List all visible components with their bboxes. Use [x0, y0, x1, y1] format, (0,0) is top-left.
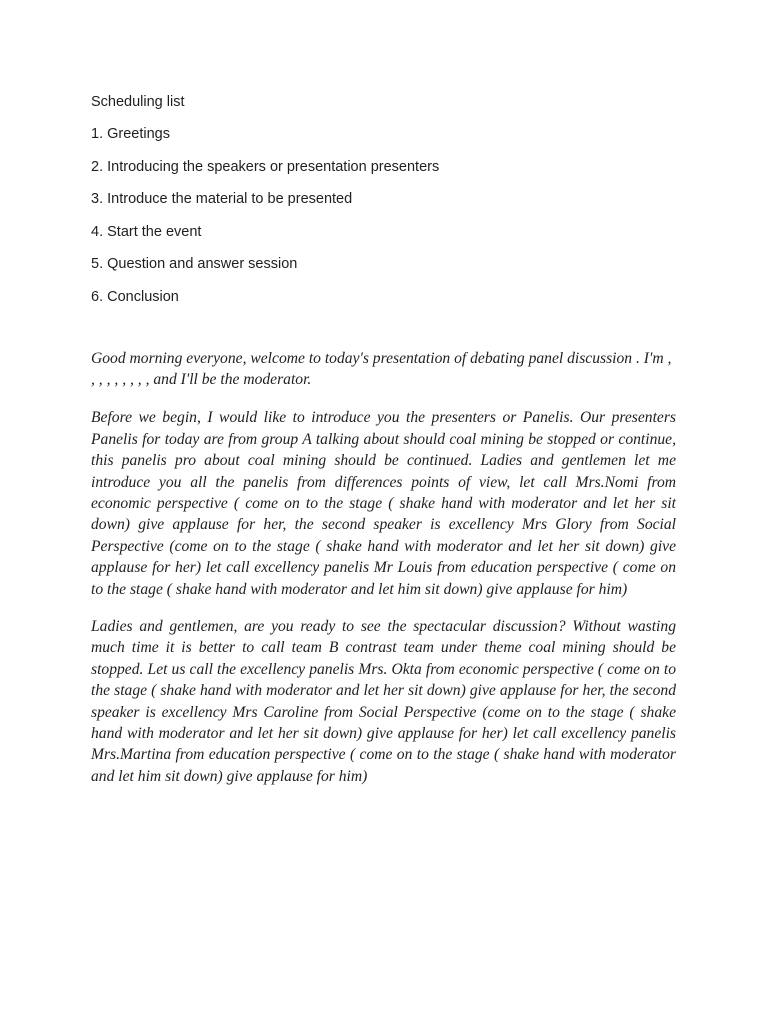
- schedule-list: [91, 124, 676, 307]
- schedule-title: Scheduling list: [91, 94, 185, 110]
- team-a-introduction-paragraph: Before we begin, I would like to introduce you the presenters or Panelis. Our presenters Panelis for today are from group A talking about should coal mining be stopped or continue, this panelis pro about coal mining should be continued. Ladies and gentlemen let me introduce you all the panelis from differences points of view, let call Mrs.Nomi from economic perspective ( come on to the stage ( shake hand with moderator and let her sit down) give applause for her, the second speaker is excellency Mrs Glory from Social Perspective (come on to the stage ( shake hand with moderator and let her sit down) give applause for her) let call excellency panelis Mr Louis from education perspective ( come on to the stage ( shake hand with moderator and let him sit down) give applause for him): [91, 409, 676, 598]
- team-b-introduction-paragraph: Ladies and gentlemen, are you ready to see the spectacular discussion? Without wasting much time it is better to call team B contrast team under theme coal mining should be stopped. Let us call the excellency panelis Mrs. Okta from economic perspective ( come on to the stage ( shake hand with moderator and let her sit down) give applause for her, the second speaker is excellency Mrs Caroline from Social Perspective (come on to the stage ( shake hand with moderator and let her sit down) give applause for her) let call excellency panelis Mrs.Martina from education perspective ( come on to the stage ( shake hand with moderator and let him sit down) give applause for him): [91, 617, 676, 785]
- welcome-paragraph: Good morning everyone, welcome to today's presentation of debating panel discussion . I'm , , , , , , , , , and I'll be the moderator.: [91, 349, 672, 388]
- schedule-item: 6. Conclusion: [91, 288, 179, 305]
- schedule-item: 4. Start the event: [91, 223, 202, 240]
- schedule-item: 1. Greetings: [91, 126, 170, 142]
- document-page: [91, 92, 676, 803]
- schedule-item: 3. Introduce the material to be presented: [91, 191, 353, 207]
- schedule-item: 2. Introducing the speakers or presentation presenters: [91, 158, 440, 175]
- schedule-item: 5. Question and answer session: [91, 256, 298, 272]
- moderator-script: [91, 348, 676, 788]
